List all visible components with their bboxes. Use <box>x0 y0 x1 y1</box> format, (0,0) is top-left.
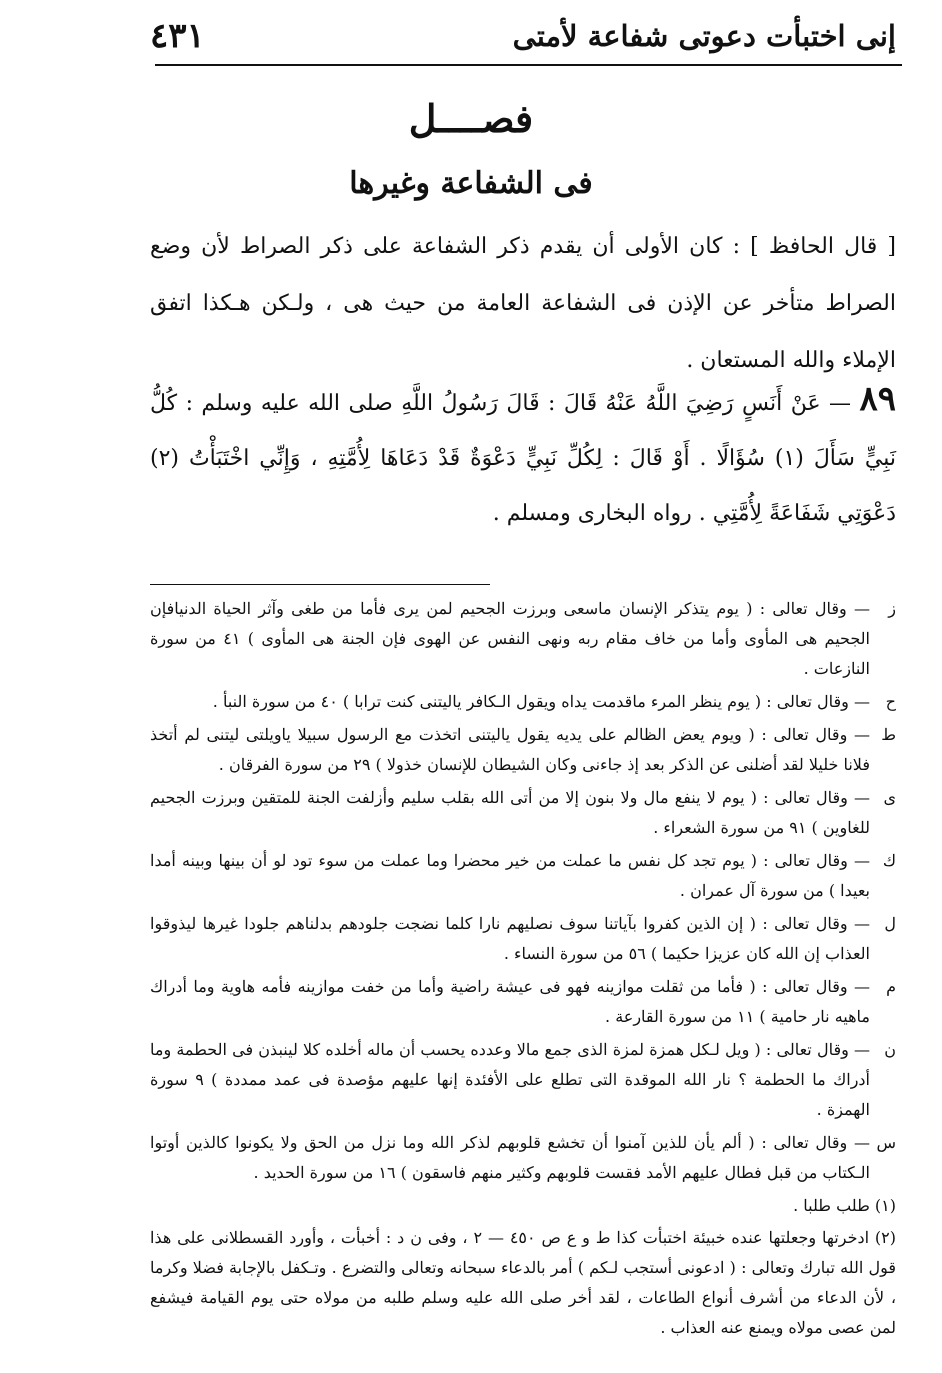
note-letter: ل <box>884 914 896 933</box>
note-letter: ط <box>881 725 896 744</box>
intro-paragraph: [ قال الحافظ ] : كان الأولى أن يقدم ذكر الشفاعة على ذكر الصراط لأن وضع الصراط متأخر عن الإذن فى الشفاعة العامة من حيث هى ، ولـكن هـكذا اتفق الإملاء والله المستعان . <box>150 234 896 373</box>
note-letter: ى <box>883 788 896 807</box>
note-item <box>150 783 896 843</box>
note-item <box>150 594 896 684</box>
footnote-2: (٢) ادخرتها وجعلتها عنده خبيئة اختبأت كذا ط و ع ص ٤٥٠ — ٢ ، وفى ن د : أخبأت ، وأورد القسطلانى على هذا قول الله تبارك وتعالى : ( ادعونى أستجب لـكم ) أمر بالدعاء سبحانه وتعالى والتضرع . وتـكفل بالإجابة فضلا وكرما ، لأن الدعاء من أشرف أنواع الطاعات ، لقد أخر صلى الله عليه وسلم طلبه من مولاه حتى يوم القيامة فيشفع لمن عصى مولاه ويمنع عنه العذاب . <box>150 1228 897 1337</box>
section-heading: فصــــل <box>408 96 534 141</box>
page-number: ٤٣١ <box>150 16 205 56</box>
note-text: — وقال تعالى : ( فأما من ثقلت موازينه فهو فى عيشة راضية وأما من خفت موازينه فأمه هاوية وما أدراك ماهيه نار حامية ) ١١ من سورة القارعة . <box>150 977 870 1026</box>
note-item <box>150 687 896 717</box>
note-text: — وقال تعالى : ( يوم ينظر المرء ماقدمت يداه ويقول الـكافر ياليتنى كنت ترابا ) ٤٠ من سورة النبأ . <box>212 692 870 711</box>
note-text: — وقال تعالى : ( إن الذين كفروا بآياتنا سوف نصليهم نارا كلما نضجت جلودهم بدلناهم جلودا غيرها ليذوقوا العذاب إن الله كان عزيزا حكيما ) ٥٦ من سورة النساء . <box>150 914 870 963</box>
running-title: إنى اختبأت دعوتى شفاعة لأمتى <box>512 19 896 53</box>
header-rule <box>155 64 902 66</box>
note-letter: ن <box>884 1040 896 1059</box>
note-item <box>150 909 896 969</box>
note-text: — وقال تعالى : ( يوم لا ينفع مال ولا بنون إلا من أتى الله بقلب سليم وأزلفت الجنة للمتقين وبرزت الجحيم للغاوين ) ٩١ من سورة الشعراء . <box>150 788 870 837</box>
note-item <box>150 1035 896 1125</box>
hadith-paragraph <box>150 372 896 541</box>
note-item <box>150 972 896 1032</box>
note-text: — وقال تعالى : ( ويل لـكل همزة لمزة الذى جمع مالا وعدده يحسب أن ماله أخلده كلا لينبذن فى الحطمة وما أدراك ما الحطمة ؟ نار الله الموقدة التى تطلع على الأفئدة إنها عليهم مؤصدة فى عمد ممددة ) ٩ سورة الهمزة . <box>150 1040 871 1119</box>
note-item <box>150 846 896 906</box>
note-item <box>150 1128 896 1188</box>
note-letter: ك <box>882 851 896 870</box>
notes-section <box>150 594 896 1343</box>
hadith-number: ٨٩ <box>859 379 896 419</box>
note-text: — وقال تعالى : ( ويوم يعض الظالم على يديه يقول ياليتنى اتخذت مع الرسول سبيلا ياويلتى ليتنى لم أتخذ فلانا خليلا لقد أضلنى عن الذكر بعد إذ جاءنى وكان الشيطان للإنسان خذولا ) ٢٩ من سورة الفرقان . <box>150 725 871 774</box>
section-subheading: فى الشفاعة وغيرها <box>349 166 593 201</box>
note-text: — وقال تعالى : ( يوم تجد كل نفس ما عملت من خير محضرا وما عملت من سوء تود لو أن بينها وبينه أمدا بعيدا ) من سورة آل عمران . <box>150 851 870 900</box>
note-text: — وقال تعالى : ( يوم يتذكر الإنسان ماسعى وبرزت الجحيم لمن يرى فأما من طغى وآثر الحياة الدنيافإن الجحيم هى المأوى وأما من خاف مقام ربه ونهى النفس عن الهوى فإن الجنة هى المأوى ) ٤١ من سورة النازعات . <box>150 599 870 678</box>
note-letter: ز <box>888 599 896 618</box>
note-text: — وقال تعالى : ( ألم يأن للذين آمنوا أن تخشع قلوبهم لذكر الله وما نزل من الحق ولا يكونوا كالذين أوتوا الـكتاب من قبل فطال عليهم الأمد فقست قلوبهم وكثير منهم فاسقون ) ١٦ من سورة الحديد . <box>150 1133 870 1182</box>
note-letter: م <box>886 977 896 996</box>
note-letter: س <box>876 1133 896 1152</box>
footnote-1: (١) طلب طلبا . <box>793 1196 896 1215</box>
hadith-text: — عَنْ أَنَسٍ رَضِيَ اللَّهُ عَنْهُ قَالَ : قَالَ رَسُولُ اللَّهِ صلى الله عليه وسلم : كُلُّ نَبِيٍّ سَأَلَ (١) سُؤَالًا . أَوْ قَالَ : لِكُلِّ نَبِيٍّ دَعْوَةٌ قَدْ دَعَاهَا لِأُمَّتِهِ ، وَإِنِّي اخْتَبَأْتُ (٢) دَعْوَتِي شَفَاعَةً لِأُمَّتِي . رواه البخارى ومسلم . <box>150 391 896 526</box>
footnote-divider <box>150 584 490 585</box>
page-header <box>150 14 896 58</box>
note-item <box>150 720 896 780</box>
note-letter: ح <box>885 692 896 711</box>
